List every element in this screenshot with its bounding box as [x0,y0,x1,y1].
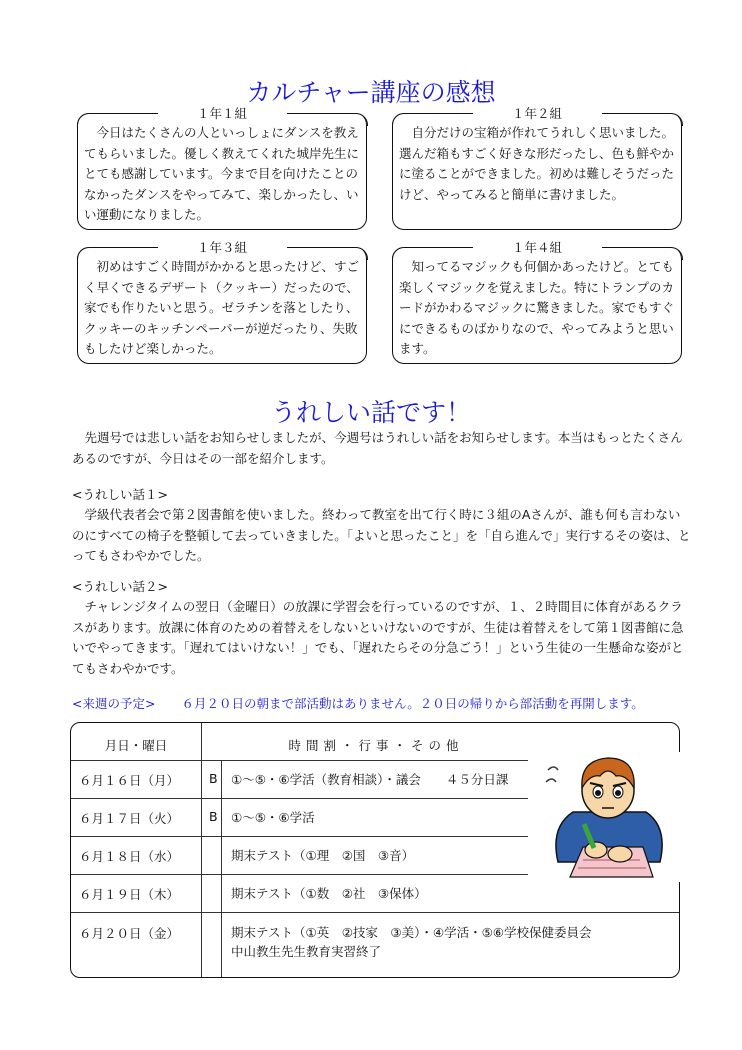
impression-box-class3 [77,240,367,364]
row-date: ６月１９日（木） [79,887,180,902]
story1-heading: <うれしい話１> [72,487,168,502]
row-content: ①～⑤・⑥学活（教育相談）・議会 ４５分日課 [231,772,509,787]
student-studying-illustration [528,752,688,882]
row-b: B [209,771,218,786]
row-date: ６月２０日（金） [79,926,180,941]
next-week-notice [72,694,644,712]
row-content: 期末テスト（①英 ②技家 ③美）・④学活・⑤⑥学校保健委員会 [231,925,592,940]
box-label: １年４組 [511,240,562,255]
row-content: 期末テスト（①数 ②社 ③保体） [231,886,427,901]
impression-box-class1 [77,106,367,230]
impression-box-class4 [392,240,682,364]
box-text: 今日はたくさんの人といっしょにダンスを教えてもらいました。優しく教えてくれた城岸先生にとても感謝しています。今まで目を向けたことのなかったダンスをやってみて、楽しかったし、いい運動になりました。 [84,125,360,222]
story1-body: 学級代表者会で第２図書館を使いました。終わって教室を出て行く時に３組のAさんが、誰も何も言わないのにすべての椅子を整頓して去っていきました。「よいと思ったこと」を「自ら進んで」実行するその姿は、とってもさわやかでした。 [72,507,691,563]
student-illustration-icon [528,752,688,882]
notice-text: ６月２０日の朝まで部活動はありません。２０日の帰りから部活動を再開します。 [181,696,644,711]
box-label: １年１組 [196,106,247,121]
row-b: B [209,809,218,824]
box-text: 知ってるマジックも何個かあったけど。とても楽しくマジックを覚えました。特にトランプのカードがかわるマジックに驚きました。家でもすぐにできるものばかりなので、やってみようと思います。 [399,259,675,356]
header-other: 時間割・行事・その他 [288,738,464,753]
row-content-line2: 中山教生先生教育実習終了 [231,944,382,959]
happy-section-title: うれしい話です！ [270,398,471,427]
happy-intro-paragraph: 先週号では悲しい話をお知らせしましたが、今週号はうれしい話をお知らせします。本当はもっとたくさんあるのですが、今日はその一部を紹介します。 [72,430,683,466]
notice-label: <来週の予定> [72,696,156,711]
story2-body: チャレンジタイムの翌日（金曜日）の放課に学習会を行っているのですが、１、２時間目に体育があるクラスがあります。放課に体育のための着替えをしないといけないのですが、生徒は着替えをして第１図書館に急いでやってきます。「遅れてはいけない！」でも、「遅れたらその分急ごう！」という生徒の一生懸命な姿がとてもさわやかです。 [72,599,684,676]
row-content: 期末テスト（①理 ②国 ③音） [231,848,415,863]
impression-box-class2 [392,106,682,230]
header-date: 月日・曜日 [104,738,168,753]
box-label: １年３組 [196,240,247,255]
row-date: ６月１８日（水） [79,849,180,864]
table-row [71,912,679,978]
row-content: ①～⑤・⑥学活 [231,810,315,825]
box-text: 自分だけの宝箱が作れてうれしく思いました。選んだ箱もすごく好きな形だったし、色も鮮やかに塗ることができました。初めは難しそうだったけど、やってみると簡単に書けました。 [399,125,675,202]
box-label: １年２組 [511,106,562,121]
row-date: ６月１６日（月） [79,773,180,788]
row-date: ６月１７日（火） [79,811,180,826]
box-text: 初めはすごく時間がかかると思ったけど、すごく早くできるデザート（クッキー）だったので、家でも作りたいと思う。ゼラチンを落としたり、クッキーのキッチンペーパーが逆だったり、失敗もしたけど楽しかった。 [84,259,360,356]
story2-heading: <うれしい話２> [72,579,168,594]
culture-section-title: カルチャー講座の感想 [246,78,496,107]
